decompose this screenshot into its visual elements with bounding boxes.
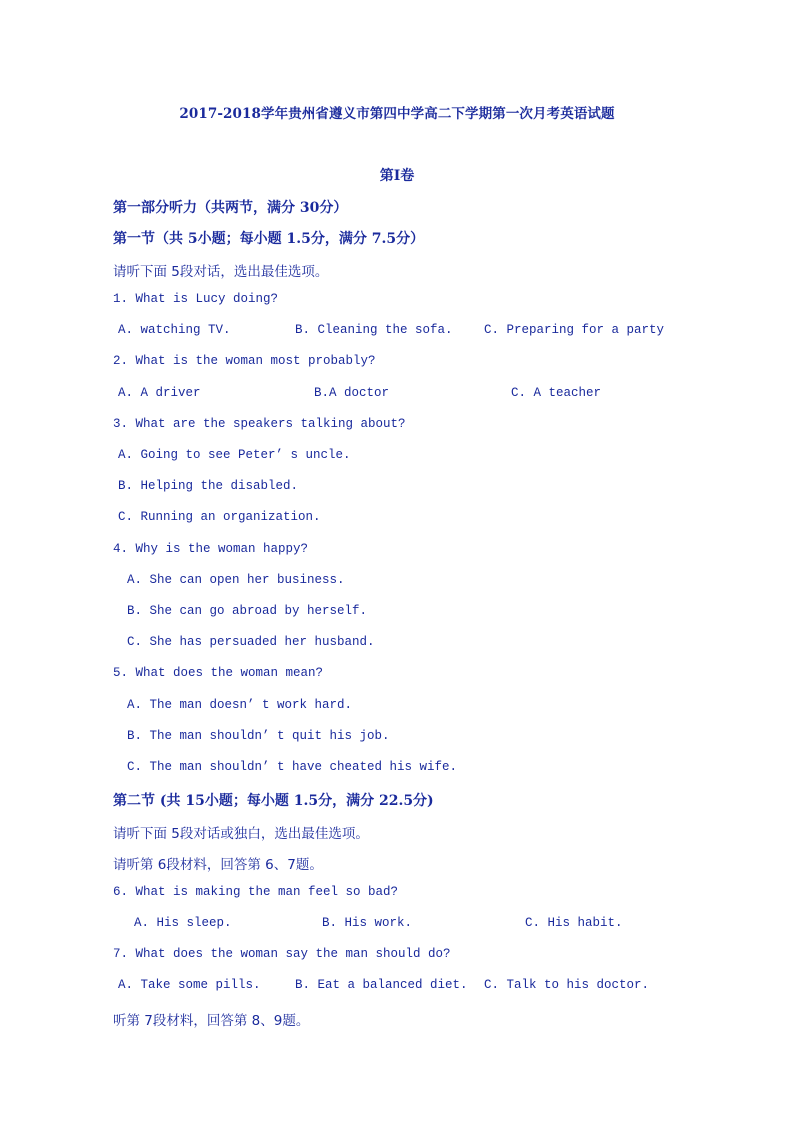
question-5-option-a: A. The man doesn’ t work hard. — [127, 698, 353, 712]
question-2-option-b: B.A doctor — [314, 386, 390, 400]
question-5-option-c: C. The man shouldn’ t have cheated his wife. — [127, 760, 458, 774]
question-2-option-a: A. A driver — [118, 386, 201, 400]
question-2-option-c: C. A teacher — [511, 386, 602, 400]
material-6-instruction: 请听第 6段材料，回答第 6、7题。 — [113, 857, 323, 873]
question-1-stem: 1. What is Lucy doing? — [113, 292, 279, 306]
question-7-stem: 7. What does the woman say the man should do? — [113, 947, 451, 961]
question-4-option-a: A. She can open her business. — [127, 573, 345, 587]
question-4-option-c: C. She has persuaded her husband. — [127, 635, 375, 649]
question-1-option-a: A. watching TV. — [118, 323, 231, 337]
question-7-option-b: B. Eat a balanced diet. — [295, 978, 468, 992]
question-3-stem: 3. What are the speakers talking about? — [113, 417, 406, 431]
question-3-option-a: A. Going to see Peter’ s uncle. — [118, 448, 351, 462]
question-4-stem: 4. Why is the woman happy? — [113, 542, 309, 556]
section1-heading: 第一节（共 5小题；每小题 1.5分，满分 7.5分） — [113, 231, 425, 247]
question-3-option-b: B. Helping the disabled. — [118, 479, 299, 493]
question-3-option-c: C. Running an organization. — [118, 510, 321, 524]
question-1-option-b: B. Cleaning the sofa. — [295, 323, 453, 337]
question-6-option-b: B. His work. — [322, 916, 413, 930]
question-7-option-a: A. Take some pills. — [118, 978, 261, 992]
question-6-option-c: C. His habit. — [525, 916, 623, 930]
material-7-instruction: 听第 7段材料，回答第 8、9题。 — [113, 1013, 310, 1029]
question-5-option-b: B. The man shouldn’ t quit his job. — [127, 729, 390, 743]
question-6-option-a: A. His sleep. — [134, 916, 232, 930]
question-5-stem: 5. What does the woman mean? — [113, 666, 324, 680]
question-6-stem: 6. What is making the man feel so bad? — [113, 885, 399, 899]
section1-instruction: 请听下面 5段对话，选出最佳选项。 — [113, 264, 329, 280]
question-1-option-c: C. Preparing for a party — [484, 323, 665, 337]
section2-heading: 第二节 (共 15小题；每小题 1.5分，满分 22.5分) — [113, 793, 434, 809]
question-4-option-b: B. She can go abroad by herself. — [127, 604, 368, 618]
section2-instruction: 请听下面 5段对话或独白，选出最佳选项。 — [113, 826, 369, 842]
exam-title: 2017-2018学年贵州省遵义市第四中学高二下学期第一次月考英语试题 — [179, 106, 615, 122]
part1-heading: 第一部分听力（共两节，满分 30分） — [113, 200, 348, 216]
volume-heading: 第Ⅰ卷 — [379, 168, 415, 184]
question-2-stem: 2. What is the woman most probably? — [113, 354, 376, 368]
question-7-option-c: C. Talk to his doctor. — [484, 978, 650, 992]
